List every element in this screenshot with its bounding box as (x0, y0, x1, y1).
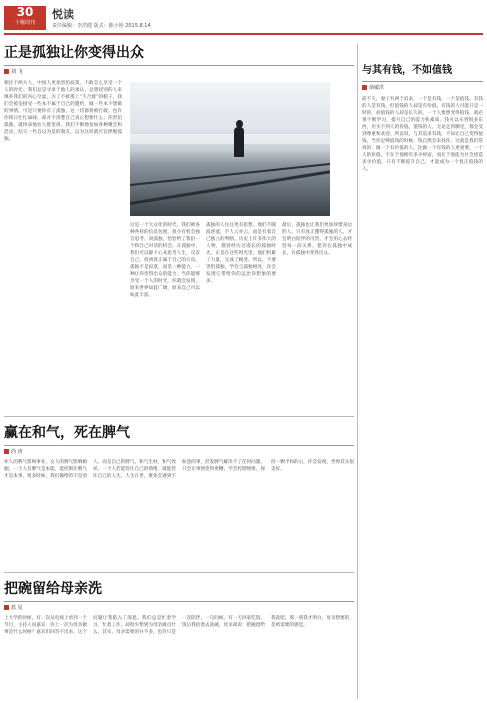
headline: 把碗留给母亲洗 (4, 581, 102, 597)
article-column: 坏人的脾气影响事业，女人的脾气影响婚姻。一个人有脾气是本能，能控制住脾气才是本事。很多时候，我们输给的不是别人，而是自己的脾气。和气生财，和气致祥。一个人若能管住自己的情绪，就能管住自己的人生。人生在世，难免会遇到不如意的事，但发脾气解决不了任何问题，只会让事情变得更糟。学会控制情绪，保持一颗平和的心，你会发现，世界其实很美好。 (4, 460, 354, 479)
section-title: 悦读 (52, 8, 74, 21)
divider (362, 81, 483, 82)
headline: 正是孤独让你变得出众 (4, 45, 144, 61)
author: 蓝 星 (11, 605, 23, 611)
author: 俞敏洪 (369, 85, 385, 91)
byline (362, 84, 483, 91)
byline-marker (4, 449, 9, 454)
page-number: 30 (16, 5, 34, 19)
article-photo (130, 82, 330, 216)
article-column: 这是一个大众化的时代，我们被各种各样的信息包围，很少有机会独自思考。而孤独，恰恰给了我们一个和自己对话的机会。在孤独中，我们可以静下心来思考人生，反省自己，找到真正属于自己的方向。孤独不是寂寞，而是一种能力，一种让你变得出众的能力。当你能够享受一个人的时光，你就会发现，原来世界如此广阔，原来自己可以如此丰富。 (130, 223, 200, 298)
page-header (0, 0, 487, 34)
byline-marker (4, 69, 9, 74)
headline: 赢在和气，死在脾气 (4, 425, 130, 441)
article-lonely (4, 44, 354, 75)
publication-name: 十堰周刊 (14, 20, 35, 26)
photo-horizon (130, 134, 330, 144)
byline (4, 448, 354, 455)
photo-person (234, 127, 244, 157)
article-value (362, 64, 483, 686)
editor-meta: 责任编辑：李洪健 版式：陈小艳 2015.8.14 (52, 23, 151, 29)
page-number-box (4, 6, 46, 30)
author: 刘 飞 (11, 69, 23, 75)
divider (4, 65, 354, 66)
divider (4, 445, 354, 446)
section-divider (4, 572, 354, 573)
article-mother (4, 580, 354, 695)
byline-marker (362, 85, 367, 90)
article-temper (4, 424, 354, 559)
divider (4, 601, 354, 602)
author: 尚 涛 (11, 449, 23, 455)
byline-marker (4, 605, 9, 610)
section-divider (4, 416, 354, 417)
header-divider (4, 33, 483, 35)
article-column: 最后，孤独也让我们更加珍惜身边的人。只有真正懂得孤独的人，才会明白陪伴的可贵，才会用心去经营每一段关系。愿你在孤独中成长，在孤独中变得出众。 (282, 223, 352, 256)
article-column: 上大学的时候，有一次从电视上看到一个节目，主持人问嘉宾：你上一次为母亲做事是什么时候？嘉宾们回答不出来。这个问题让我陷入了深思。我们总是忙着学习，忙着工作，却很少想到为母亲做点什么。其实，母亲需要的并不多，也许只是一次陪伴，一句问候。有一天回家吃饭，饭后我抢着去洗碗，母亲却说：把碗留给我洗吧。那一刻我才明白，母亲想要的，是被需要的感觉。 (4, 616, 354, 635)
article-columns (130, 222, 352, 412)
article-column: 孤独的人往往更有思想。他们不随波逐流，不人云亦云，而是有着自己独立的判断。历史上许多伟大的人物，都曾经历过漫长的孤独时光。正是在这些时光里，他们积累了力量，完成了蜕变。所以，不要害怕孤独，学会与孤独相处，你会发现它带给你的远比你想象的要多。 (206, 223, 276, 284)
byline (4, 604, 354, 611)
headline: 与其有钱，不如值钱 (362, 65, 452, 76)
article-column: 前不久，妻子有两个追求，一个是有钱，一个是值钱。有钱的人是有钱，但值钱的人却是有价值。有钱的人可能只是一时的，而值钱的人却是长久的。一个人要想变得值钱，就必须不断学习，提升自己的能力和素质。钱可以买到很多东西，但买不到人的价值。值钱的人，无论走到哪里，都会受到尊重和欢迎。所以说，与其追求有钱，不如让自己变得值钱。当你足够值钱的时候，钱自然会来找你。这就是我们常说的：做一个有价值的人，比做一个有钱的人更重要。一个人的价值，不在于他拥有多少财富，而在于他能为社会创造多少价值。只有不断提升自己，才能成为一个真正值钱的人。 (362, 97, 483, 172)
column-divider (357, 44, 358, 699)
byline (4, 68, 354, 75)
article-column: 相比于两方人，中国人更加害怕寂寞，不敢怎么享受一个人的时光；我们总是寻求于他人的承认，总想找别的人来填补我们的内心空虚，为了不被那上“不合群”的帽子，我们会被迫接受一些本不属于自己的邀约，做一些本不想做的事情。可是只要你有了孤独，这一切都将被打破。也许你终日忙忙碌碌，却并不清楚自己真正想要什么；你害怕孤独，就拼命地往人群里挤。我们不断地参加各种聚会和活动，结交一些自以为是的朋友，以为这样就可以摆脱孤独。 (4, 81, 122, 142)
